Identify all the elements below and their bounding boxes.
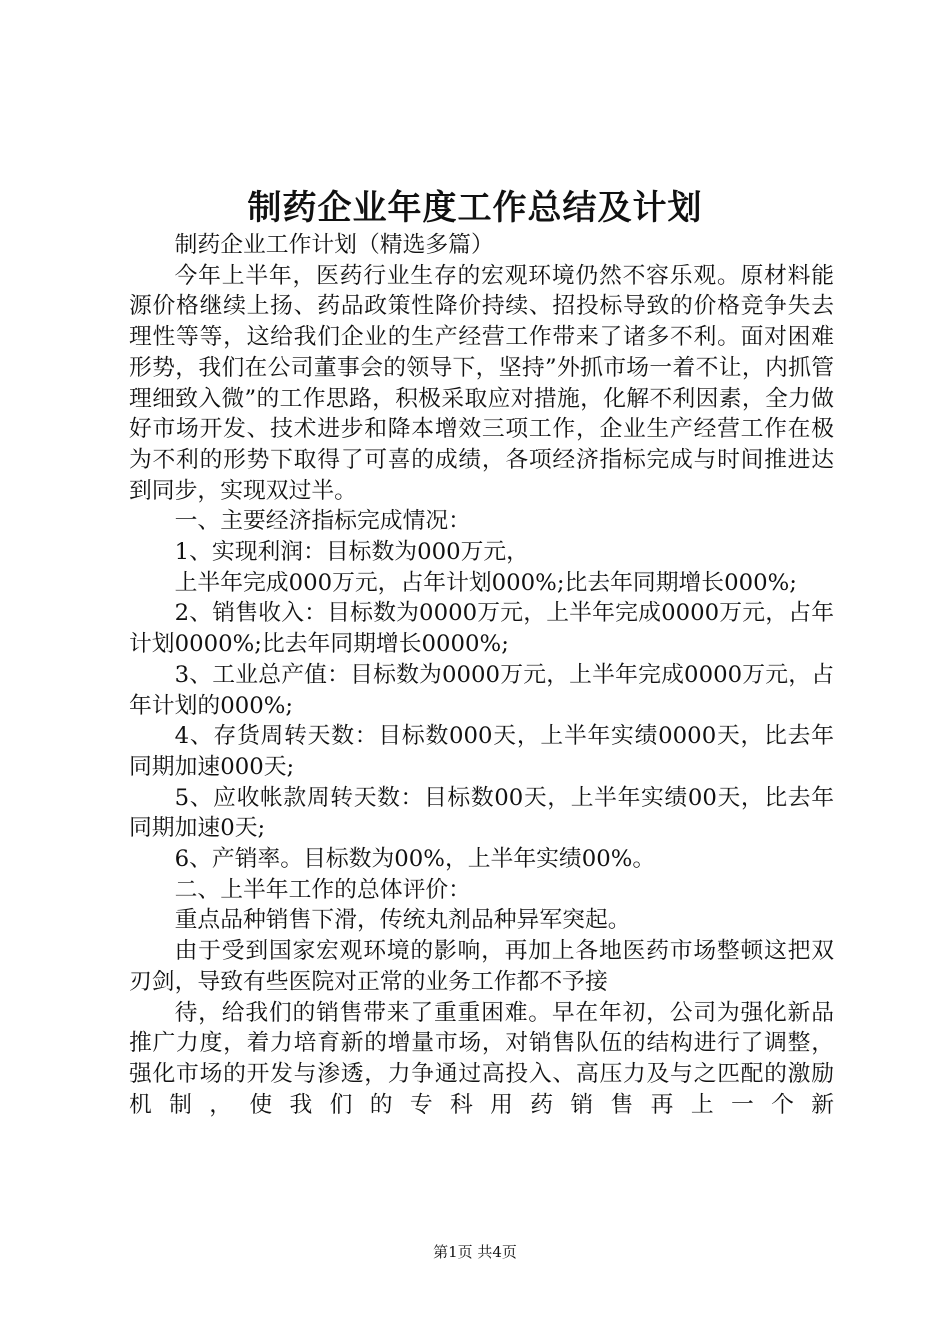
evaluation-summary: 重点品种销售下滑，传统丸剂品种异军突起。: [174, 907, 631, 934]
intro-paragraph: 今年上半年，医药行业生存的宏观环境仍然不容乐观。原材料能源价格继续上扬、药品政策性降价持续、招投标导致的价格竞争失去理性等等，这给我们企业的生产经营工作带来了诸多不利。面对困难形势，我们在公司董事会的领导下，坚持”外抓市场一着不让，内抓管理细致入微”的工作思路，积极采取应对措施，化解不利因素，全力做好市场开发、技术进步和降本增效三项工作，企业生产经营工作在极为不利的形势下取得了可喜的成绩，各项经济指标完成与时间推进达到同步，实现双过半。: [129, 262, 834, 504]
section-heading-evaluation: 二、上半年工作的总体评价：: [174, 876, 471, 903]
section-heading-indicators: 一、主要经济指标完成情况：: [174, 508, 471, 535]
indicator-profit: 1、实现利润：目标数为000万元，: [174, 539, 529, 566]
document-title: 制药企业年度工作总结及计划: [247, 188, 703, 228]
indicator-inventory: 4、存货周转天数：目标数000天，上半年实绩0000天，比去年同期加速000天;: [129, 723, 834, 780]
evaluation-paragraph-2: 待，给我们的销售带来了重重困难。早在年初，公司为强化新品推广力度，着力培育新的增量市场，对销售队伍的结构进行了调整，强化市场的开发与渗透，力争通过高投入、高压力及与之匹配的激励机制，使我们的专科用药销售再上一个新: [129, 999, 834, 1118]
evaluation-paragraph-1: 由于受到国家宏观环境的影响，再加上各地医药市场整顿这把双刃剑，导致有些医院对正常的业务工作都不予接: [129, 938, 834, 995]
indicator-output: 3、工业总产值：目标数为0000万元，上半年完成0000万元，占年计划的000%;: [129, 661, 834, 719]
indicator-profit-detail: 上半年完成000万元，占年计划000%;比去年同期增长000%;: [174, 569, 797, 596]
subtitle-paragraph: 制药企业工作计划（精选多篇）: [174, 232, 494, 258]
document-body: [129, 230, 834, 1120]
indicator-receivables: 5、应收帐款周转天数：目标数00天，上半年实绩00天，比去年同期加速0天;: [129, 784, 834, 842]
page-number-footer: 第1页 共4页: [433, 1243, 517, 1261]
indicator-sales: 2、销售收入：目标数为0000万元，上半年完成0000万元，占年计划0000%;比去年同期增长0000%;: [129, 600, 834, 658]
indicator-sales-rate: 6、产销率。目标数为00%，上半年实绩00%。: [174, 846, 656, 873]
